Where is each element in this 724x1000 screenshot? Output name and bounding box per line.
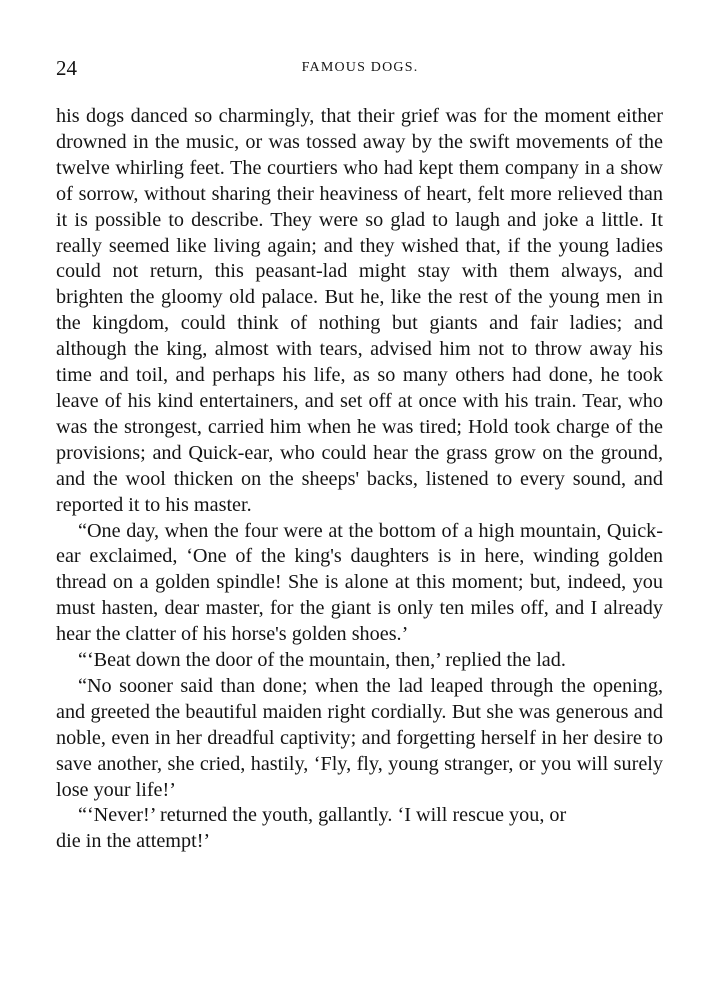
paragraph-5: “‘Never!’ returned the youth, gallantly. ‘I will rescue you, or (78, 804, 567, 827)
paragraph-1: his dogs danced so charmingly, that their grief was for the moment either drowned in the music, or was tossed away by the swift movements of the twelve whirling feet. The courtiers who had kept them company in a show of sorrow, without sharing their heaviness of heart, felt more relieved than it is possible to describe. They were so glad to laugh and joke a little. It really seemed like living again; and they wished that, if the young ladies could not return, this peasant-lad might stay with them always, and brighten the gloomy old palace. But he, like the rest of the young men in the kingdom, could think of nothing but giants and fair ladies; and although the king, almost with tears, advised him not to throw away his time and toil, and perhaps his life, as so many others had done, he took leave of his kind entertainers, and set off at once with his train. Tear, who was the strongest, carried him when he was tired; Hold took charge of the provisions; and Quick-ear, who could hear the grass grow on the ground, and the wool thicken on the sheeps' backs, listened to every sound, and reported it to his master. (56, 105, 663, 516)
page-number: 24 (56, 56, 77, 80)
paragraph-2: “One day, when the four were at the bottom of a high mountain, Quick-ear exclaimed, ‘One of the king's daughters is in here, winding golden thread on a golden spindle! She is alone at this moment; but, indeed, you must hasten, dear master, for the giant is only ten miles off, and I already hear the clatter of his horse's golden shoes.’ (56, 519, 663, 646)
running-head (56, 56, 664, 80)
paragraph-4: “No sooner said than done; when the lad leaped through the opening, and greeted the beautiful maiden right cordially. But she was generous and noble, even in her dreadful captivity; and forgetting herself in her desire to save another, she cried, hastily, ‘Fly, fly, young stranger, or you will surely lose your life!’ (56, 674, 663, 801)
paragraph-3: “‘Beat down the door of the mountain, then,’ replied the lad. (78, 649, 566, 672)
paragraph-5-last-line: die in the attempt!’ (56, 830, 211, 853)
body-text (56, 104, 663, 855)
running-title: FAMOUS DOGS. (301, 60, 419, 75)
